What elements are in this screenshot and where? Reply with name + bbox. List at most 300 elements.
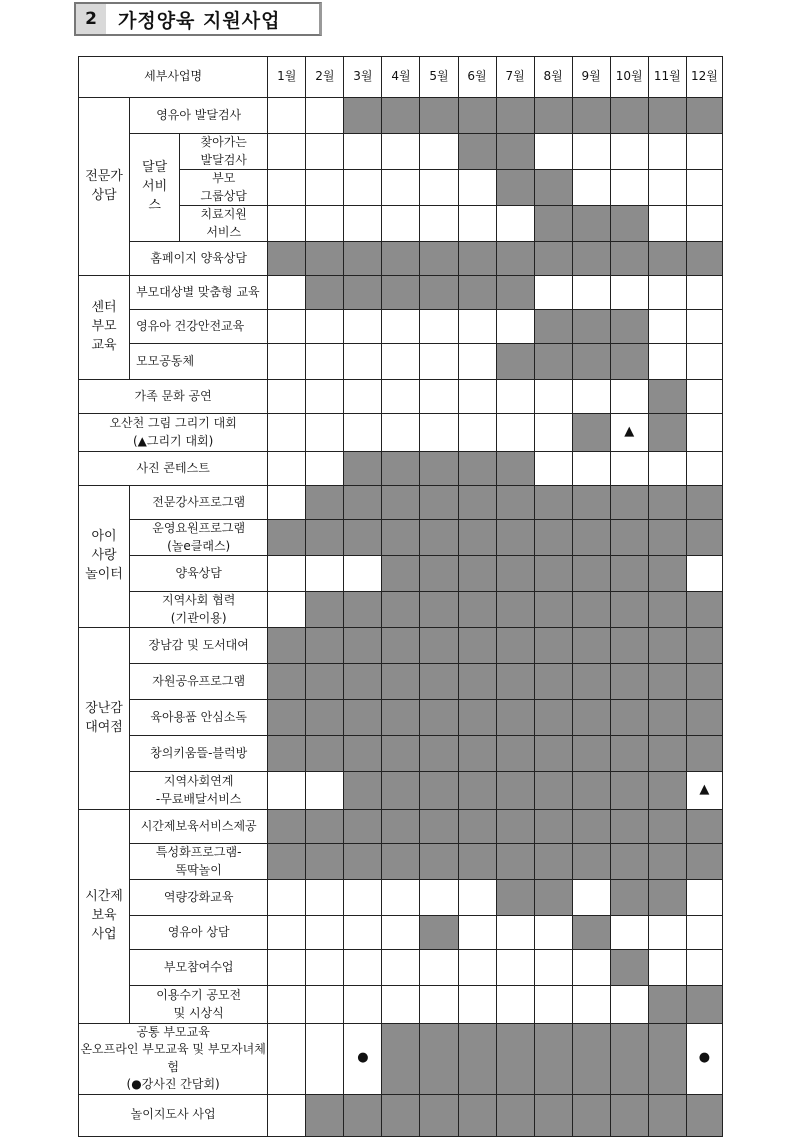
month-cell <box>268 452 306 486</box>
header-month: 2월 <box>306 57 344 98</box>
program-label: 영유아 건강안전교육 <box>130 310 268 344</box>
header-month: 1월 <box>268 57 306 98</box>
month-cell <box>382 98 420 134</box>
program-label: 운영요원프로그램 (놀e클래스) <box>130 520 268 556</box>
schedule-row <box>79 276 723 310</box>
month-cell <box>344 206 382 242</box>
month-cell <box>344 452 382 486</box>
month-cell <box>496 950 534 986</box>
month-cell <box>306 628 344 664</box>
month-cell <box>648 664 686 700</box>
header-month: 11월 <box>648 57 686 98</box>
month-cell <box>496 170 534 206</box>
month-cell <box>382 772 420 810</box>
month-cell <box>268 810 306 844</box>
month-cell <box>268 414 306 452</box>
month-cell <box>496 664 534 700</box>
month-cell <box>648 380 686 414</box>
month-cell <box>420 380 458 414</box>
month-cell <box>572 1094 610 1136</box>
month-cell <box>420 772 458 810</box>
month-cell <box>420 700 458 736</box>
month-cell <box>686 664 722 700</box>
schedule-row <box>79 134 723 170</box>
month-cell <box>268 986 306 1024</box>
month-cell <box>648 276 686 310</box>
month-cell <box>458 592 496 628</box>
month-cell <box>496 1024 534 1095</box>
month-cell <box>686 916 722 950</box>
month-cell <box>458 772 496 810</box>
month-cell <box>496 520 534 556</box>
schedule-row <box>79 664 723 700</box>
month-cell <box>268 380 306 414</box>
month-cell <box>268 736 306 772</box>
month-cell <box>268 880 306 916</box>
month-cell <box>306 664 344 700</box>
month-cell <box>686 276 722 310</box>
month-cell <box>382 916 420 950</box>
month-cell <box>458 844 496 880</box>
month-cell <box>534 880 572 916</box>
month-cell <box>610 916 648 950</box>
month-cell <box>686 772 722 810</box>
month-cell <box>268 772 306 810</box>
month-cell <box>686 986 722 1024</box>
month-cell <box>306 170 344 206</box>
triangle-marker-icon: ▲ <box>624 424 635 440</box>
month-cell <box>686 592 722 628</box>
section-title-box <box>74 2 322 36</box>
month-cell <box>420 520 458 556</box>
month-cell <box>648 880 686 916</box>
month-cell <box>458 310 496 344</box>
schedule-row <box>79 736 723 772</box>
program-label: 가족 문화 공연 <box>79 380 268 414</box>
month-cell <box>648 810 686 844</box>
month-cell <box>268 206 306 242</box>
month-cell <box>572 134 610 170</box>
month-cell <box>648 414 686 452</box>
program-label: 장남감 및 도서대여 <box>130 628 268 664</box>
month-cell <box>268 276 306 310</box>
month-cell <box>534 486 572 520</box>
month-cell <box>268 486 306 520</box>
month-cell <box>534 170 572 206</box>
month-cell <box>534 736 572 772</box>
month-cell <box>648 700 686 736</box>
month-cell <box>344 344 382 380</box>
header-month: 10월 <box>610 57 648 98</box>
month-cell <box>496 380 534 414</box>
month-cell <box>458 344 496 380</box>
month-cell <box>458 520 496 556</box>
month-cell <box>268 170 306 206</box>
month-cell <box>268 844 306 880</box>
month-cell <box>382 950 420 986</box>
month-cell <box>306 844 344 880</box>
month-cell <box>420 736 458 772</box>
month-cell <box>458 452 496 486</box>
month-cell <box>420 880 458 916</box>
month-cell <box>610 986 648 1024</box>
month-cell <box>458 556 496 592</box>
month-cell <box>572 556 610 592</box>
month-cell <box>572 810 610 844</box>
category-cell: 센터 부모 교육 <box>79 276 130 380</box>
month-cell <box>534 1094 572 1136</box>
program-label: 양육상담 <box>130 556 268 592</box>
month-cell <box>610 276 648 310</box>
program-label: 찾아가는 발달검사 <box>180 134 268 170</box>
program-label: 창의키움뜰-블럭방 <box>130 736 268 772</box>
month-cell <box>610 486 648 520</box>
month-cell <box>306 310 344 344</box>
category-cell: 장난감 대여점 <box>79 628 130 810</box>
month-cell <box>534 916 572 950</box>
month-cell <box>572 772 610 810</box>
month-cell <box>572 1024 610 1095</box>
month-cell <box>534 772 572 810</box>
month-cell <box>382 170 420 206</box>
schedule-row <box>79 452 723 486</box>
month-cell <box>458 486 496 520</box>
month-cell <box>686 242 722 276</box>
header-month: 8월 <box>534 57 572 98</box>
month-cell <box>306 810 344 844</box>
month-cell <box>420 134 458 170</box>
month-cell <box>610 1024 648 1095</box>
schedule-row <box>79 414 723 452</box>
month-cell <box>420 344 458 380</box>
header-month: 4월 <box>382 57 420 98</box>
month-cell <box>306 880 344 916</box>
month-cell <box>610 206 648 242</box>
month-cell <box>420 556 458 592</box>
month-cell <box>306 986 344 1024</box>
month-cell <box>458 206 496 242</box>
month-cell <box>344 628 382 664</box>
schedule-row <box>79 556 723 592</box>
month-cell <box>686 1094 722 1136</box>
month-cell <box>458 880 496 916</box>
month-cell <box>344 380 382 414</box>
category-cell: 시간제 보육 사업 <box>79 810 130 1024</box>
month-cell <box>306 950 344 986</box>
month-cell <box>610 310 648 344</box>
month-cell <box>496 242 534 276</box>
month-cell <box>344 414 382 452</box>
month-cell <box>306 556 344 592</box>
month-cell <box>496 414 534 452</box>
month-cell <box>268 916 306 950</box>
month-cell <box>382 310 420 344</box>
month-cell <box>534 628 572 664</box>
month-cell <box>420 664 458 700</box>
month-cell <box>534 206 572 242</box>
month-cell <box>344 1094 382 1136</box>
month-cell <box>382 206 420 242</box>
month-cell <box>344 810 382 844</box>
month-cell <box>496 916 534 950</box>
schedule-row <box>79 1094 723 1136</box>
month-cell <box>686 810 722 844</box>
month-cell <box>534 556 572 592</box>
month-cell <box>686 380 722 414</box>
month-cell <box>572 664 610 700</box>
month-cell <box>610 664 648 700</box>
month-cell <box>382 452 420 486</box>
section-title: 가정양육 지원사업 <box>118 9 281 32</box>
month-cell <box>496 486 534 520</box>
month-cell <box>610 452 648 486</box>
schedule-row <box>79 520 723 556</box>
program-label: 시간제보육서비스제공 <box>130 810 268 844</box>
program-label: 이용수기 공모전 및 시상식 <box>130 986 268 1024</box>
month-cell <box>648 986 686 1024</box>
month-cell <box>648 98 686 134</box>
month-cell <box>572 520 610 556</box>
month-cell <box>306 486 344 520</box>
month-cell <box>496 810 534 844</box>
schedule-row <box>79 628 723 664</box>
month-cell <box>420 810 458 844</box>
month-cell <box>306 592 344 628</box>
month-cell <box>610 950 648 986</box>
month-cell <box>268 98 306 134</box>
month-cell <box>686 170 722 206</box>
month-cell <box>344 556 382 592</box>
month-cell <box>420 950 458 986</box>
month-cell <box>382 380 420 414</box>
month-cell <box>420 452 458 486</box>
month-cell <box>534 700 572 736</box>
month-cell <box>306 736 344 772</box>
schedule-row <box>79 310 723 344</box>
month-cell <box>686 844 722 880</box>
month-cell <box>458 170 496 206</box>
schedule-row <box>79 986 723 1024</box>
month-cell <box>382 520 420 556</box>
month-cell <box>496 700 534 736</box>
month-cell <box>534 950 572 986</box>
month-cell <box>420 844 458 880</box>
month-cell <box>344 276 382 310</box>
month-cell <box>572 844 610 880</box>
month-cell <box>420 1094 458 1136</box>
month-cell <box>534 986 572 1024</box>
program-label: 사진 콘테스트 <box>79 452 268 486</box>
schedule-row <box>79 772 723 810</box>
header-month: 5월 <box>420 57 458 98</box>
month-cell <box>534 380 572 414</box>
header-month: 12월 <box>686 57 722 98</box>
month-cell <box>458 736 496 772</box>
month-cell <box>496 134 534 170</box>
month-cell <box>534 344 572 380</box>
month-cell <box>496 276 534 310</box>
month-cell <box>496 844 534 880</box>
month-cell <box>534 592 572 628</box>
month-cell <box>496 592 534 628</box>
header-item: 세부사업명 <box>79 57 268 98</box>
schedule-row <box>79 810 723 844</box>
month-cell <box>420 486 458 520</box>
dot-marker-icon: ● <box>357 1050 369 1066</box>
month-cell <box>382 844 420 880</box>
month-cell <box>344 1024 382 1095</box>
month-cell <box>268 592 306 628</box>
schedule-row <box>79 844 723 880</box>
month-cell <box>268 134 306 170</box>
month-cell <box>686 520 722 556</box>
schedule-row <box>79 916 723 950</box>
category-cell: 아이 사랑 놀이터 <box>79 486 130 628</box>
program-label: 지역사회연계 -무료배달서비스 <box>130 772 268 810</box>
section-number: 2 <box>76 4 106 34</box>
month-cell <box>458 664 496 700</box>
month-cell <box>572 310 610 344</box>
month-cell <box>648 486 686 520</box>
month-cell <box>458 414 496 452</box>
month-cell <box>306 134 344 170</box>
month-cell <box>610 880 648 916</box>
month-cell <box>648 170 686 206</box>
month-cell <box>610 1094 648 1136</box>
month-cell <box>610 170 648 206</box>
month-cell <box>420 310 458 344</box>
month-cell <box>648 310 686 344</box>
month-cell <box>496 736 534 772</box>
month-cell <box>420 276 458 310</box>
month-cell <box>496 986 534 1024</box>
month-cell <box>306 344 344 380</box>
month-cell <box>610 380 648 414</box>
month-cell <box>686 486 722 520</box>
header-month: 9월 <box>572 57 610 98</box>
month-cell <box>344 486 382 520</box>
schedule-row <box>79 700 723 736</box>
month-cell <box>534 134 572 170</box>
month-cell <box>610 772 648 810</box>
schedule-row <box>79 242 723 276</box>
dot-marker-icon: ● <box>698 1050 711 1066</box>
month-cell <box>648 772 686 810</box>
month-cell <box>458 380 496 414</box>
month-cell <box>420 628 458 664</box>
month-cell <box>268 242 306 276</box>
month-cell <box>648 242 686 276</box>
month-cell <box>496 772 534 810</box>
month-cell <box>420 414 458 452</box>
schedule-row <box>79 486 723 520</box>
month-cell <box>268 520 306 556</box>
month-cell <box>344 592 382 628</box>
month-cell <box>382 242 420 276</box>
month-cell <box>306 452 344 486</box>
month-cell <box>610 520 648 556</box>
month-cell <box>572 276 610 310</box>
month-cell <box>382 880 420 916</box>
program-label: 특성화프로그램- 똑딱놀이 <box>130 844 268 880</box>
month-cell <box>572 414 610 452</box>
month-cell <box>496 452 534 486</box>
month-cell <box>344 170 382 206</box>
month-cell <box>648 592 686 628</box>
program-label: 공통 부모교육 온오프라인 부모교육 및 부모자녀체험 (●강사진 간담회) <box>79 1024 268 1095</box>
month-cell <box>686 134 722 170</box>
month-cell <box>458 700 496 736</box>
month-cell <box>686 700 722 736</box>
triangle-marker-icon: ▲ <box>699 782 710 798</box>
month-cell <box>344 772 382 810</box>
program-label: 지역사회 협력 (기관이용) <box>130 592 268 628</box>
month-cell <box>382 986 420 1024</box>
month-cell <box>686 880 722 916</box>
program-label: 영유아 발달검사 <box>130 98 268 134</box>
schedule-row <box>79 950 723 986</box>
program-label: 모모공동체 <box>130 344 268 380</box>
month-cell <box>382 592 420 628</box>
month-cell <box>458 1094 496 1136</box>
month-cell <box>268 628 306 664</box>
month-cell <box>686 736 722 772</box>
month-cell <box>572 880 610 916</box>
month-cell <box>648 950 686 986</box>
month-cell <box>610 414 648 452</box>
month-cell <box>686 98 722 134</box>
month-cell <box>496 556 534 592</box>
month-cell <box>344 950 382 986</box>
month-cell <box>306 206 344 242</box>
month-cell <box>496 344 534 380</box>
month-cell <box>610 592 648 628</box>
month-cell <box>610 134 648 170</box>
month-cell <box>382 664 420 700</box>
month-cell <box>534 810 572 844</box>
month-cell <box>306 414 344 452</box>
month-cell <box>534 452 572 486</box>
month-cell <box>306 242 344 276</box>
month-cell <box>344 986 382 1024</box>
month-cell <box>534 276 572 310</box>
header-row <box>79 57 723 98</box>
month-cell <box>496 628 534 664</box>
month-cell <box>610 844 648 880</box>
month-cell <box>268 664 306 700</box>
month-cell <box>458 950 496 986</box>
month-cell <box>534 414 572 452</box>
month-cell <box>572 242 610 276</box>
month-cell <box>572 592 610 628</box>
month-cell <box>458 98 496 134</box>
month-cell <box>382 810 420 844</box>
month-cell <box>610 98 648 134</box>
month-cell <box>382 414 420 452</box>
month-cell <box>610 344 648 380</box>
month-cell <box>420 1024 458 1095</box>
program-label: 부모대상별 맞춤형 교육 <box>130 276 268 310</box>
month-cell <box>306 700 344 736</box>
month-cell <box>382 486 420 520</box>
month-cell <box>344 134 382 170</box>
header-month: 7월 <box>496 57 534 98</box>
month-cell <box>610 700 648 736</box>
month-cell <box>458 986 496 1024</box>
month-cell <box>306 276 344 310</box>
month-cell <box>572 170 610 206</box>
month-cell <box>572 986 610 1024</box>
